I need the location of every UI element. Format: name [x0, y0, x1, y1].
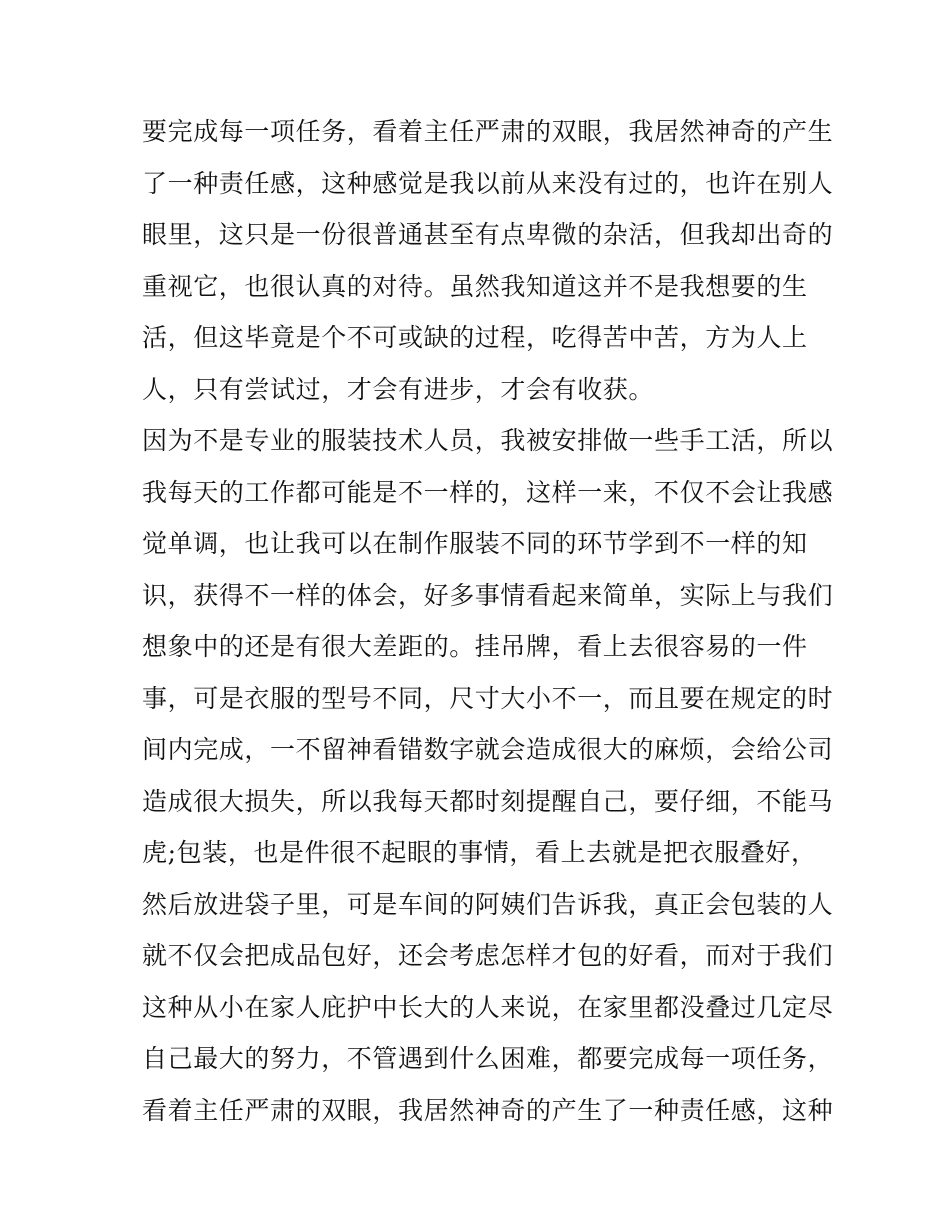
- text-line: 想象中的还是有很大差距的。挂吊牌，看上去很容易的一件: [142, 632, 808, 661]
- text-line: 觉单调，也让我可以在制作服装不同的环节学到不一样的知: [142, 529, 808, 558]
- text-line: 了一种责任感，这种感觉是我以前从来没有过的，也许在别人: [142, 168, 834, 198]
- text-line: 人，只有尝试过，才会有进步，才会有收获。: [142, 374, 655, 404]
- text-line: 重视它，也很认真的对待。虽然我知道这并不是我想要的生: [142, 271, 808, 301]
- text-line: 因为不是专业的服装技术人员，我被安排做一些手工活，所以: [142, 426, 834, 455]
- text-line: 这种从小在家人庇护中长大的人来说，在家里都没叠过几定尽: [142, 992, 834, 1022]
- text-line: 间内完成，一不留神看错数字就会造成很大的麻烦，会给公司: [142, 735, 834, 764]
- text-line: 活，但这毕竟是个不可或缺的过程，吃得苦中苦，方为人上: [142, 323, 808, 352]
- text-line: 就不仅会把成品包好，还会考虑怎样才包的好看，而对于我们: [142, 941, 834, 970]
- text-line: 虎;包装，也是件很不起眼的事情，看上去就是把衣服叠好，: [142, 838, 817, 867]
- text-line: 我每天的工作都可能是不一样的，这样一来，不仅不会让我感: [142, 477, 834, 507]
- text-line: 看着主任严肃的双眼，我居然神奇的产生了一种责任感，这种: [142, 1095, 834, 1125]
- text-line: 要完成每一项任务，看着主任严肃的双眼，我居然神奇的产生: [142, 117, 834, 146]
- text-line: 自己最大的努力，不管遇到什么困难，都要完成每一项任务，: [142, 1044, 834, 1073]
- text-line: 识，获得不一样的体会，好多事情看起来简单，实际上与我们: [142, 580, 834, 610]
- text-line: 造成很大损失，所以我每天都时刻提醒自己，要仔细，不能马: [142, 786, 834, 816]
- text-line: 然后放进袋子里，可是车间的阿姨们告诉我，真正会包装的人: [142, 889, 834, 919]
- body-text: [142, 106, 834, 1136]
- text-line: 眼里，这只是一份很普通甚至有点卑微的杂活，但我却出奇的: [142, 220, 834, 249]
- text-line: 事，可是衣服的型号不同，尺寸大小不一，而且要在规定的时: [142, 683, 834, 713]
